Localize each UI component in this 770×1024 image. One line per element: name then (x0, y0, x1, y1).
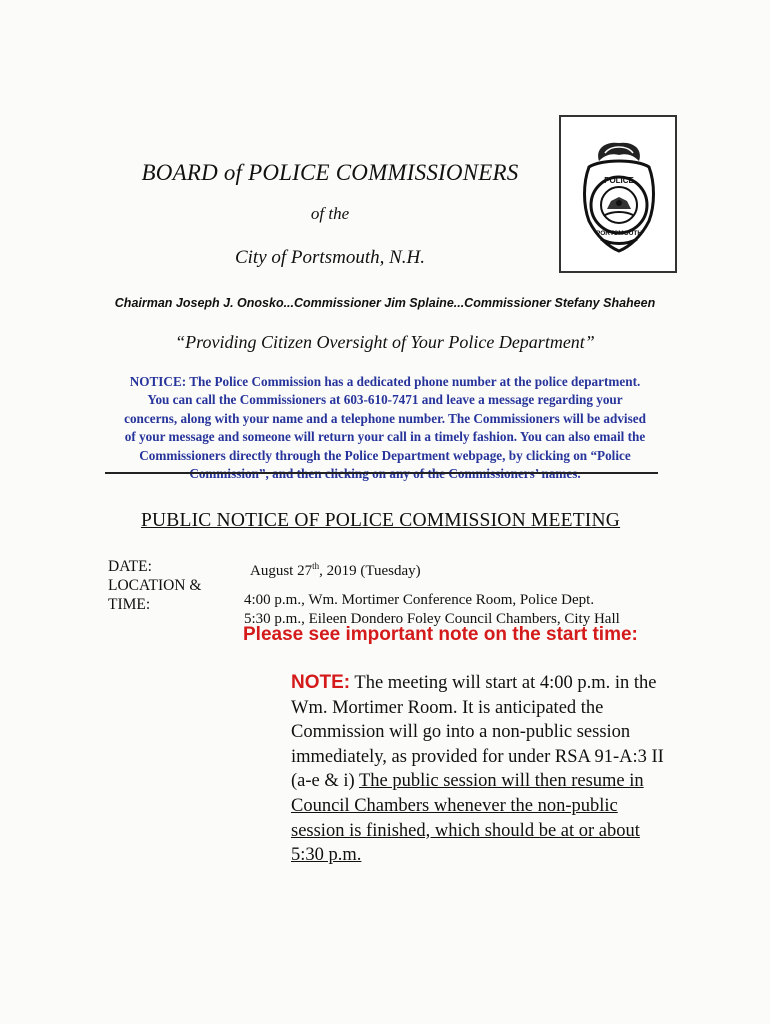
note-block (291, 671, 681, 868)
svg-text:POLICE: POLICE (604, 176, 634, 185)
note-line (291, 769, 681, 794)
note-label: NOTE: (291, 672, 351, 693)
svg-text:PORTSMOUTH: PORTSMOUTH (595, 230, 643, 237)
board-title: BOARD of POLICE COMMISSIONERS (141, 160, 519, 185)
commissioners-line: Chairman Joseph J. Onosko...Commissioner Jim Splaine...Commissioner Stefany Shaheen (114, 296, 656, 310)
notice-line: Commissioners directly through the Police Department webpage, by clicking on “Police (139, 447, 631, 463)
notice-line: NOTICE: The Police Commission has a dedicated phone number at the police department. (129, 374, 641, 389)
badge-frame (559, 115, 677, 273)
note-underlined-line: session is finished, which should be at or about (291, 820, 640, 841)
note-line: Wm. Mortimer Room. It is anticipated the (291, 697, 604, 718)
location-label: LOCATION & (108, 577, 202, 594)
phone-notice (105, 373, 665, 483)
notice-line: of your message and someone will return your call in a timely fashion. You can also email the (124, 429, 646, 445)
time-entry-1: 4:00 p.m., Wm. Mortimer Conference Room, Police Dept. (244, 592, 595, 608)
of-the-text: of the (310, 204, 350, 223)
date-year: , 2019 (Tuesday) (319, 563, 421, 579)
note-line: immediately, as provided for under RSA 91-A:3 II (291, 746, 664, 767)
meeting-title: PUBLIC NOTICE OF POLICE COMMISSION MEETING (140, 510, 621, 531)
important-note-heading: Please see important note on the start time: (243, 624, 638, 645)
note-text: (a-e & i) (291, 771, 359, 792)
city-name: City of Portsmouth, N.H. (234, 247, 425, 268)
date-label: DATE: (108, 558, 152, 575)
note-line (291, 671, 681, 696)
note-underlined-line: 5:30 p.m. (291, 845, 362, 866)
police-badge-icon (575, 131, 663, 259)
notice-line: concerns, along with your name and a telephone number. The Commissioners will be advised (124, 410, 646, 426)
note-line: Commission will go into a non-public session (291, 722, 631, 743)
note-underlined-line: Council Chambers whenever the non-public (291, 795, 618, 816)
notice-line: You can call the Commissioners at 603-610-7471 and leave a message regarding your (147, 392, 623, 408)
notice-line: Commission”, and then clicking on any of the Commissioners’ names. (189, 466, 581, 482)
meeting-date (250, 557, 421, 581)
note-text: The meeting will start at 4:00 p.m. in the (350, 673, 657, 693)
date-day: August 27 (250, 563, 313, 579)
time-label: TIME: (108, 596, 151, 613)
divider (105, 472, 658, 474)
date-suffix: th (312, 561, 320, 571)
time-entry-2: 5:30 p.m., Eileen Dondero Foley Council Chambers, City Hall (244, 611, 620, 627)
note-underlined: The public session will then resume in (358, 771, 644, 792)
motto: “Providing Citizen Oversight of Your Police Department” (175, 332, 595, 352)
